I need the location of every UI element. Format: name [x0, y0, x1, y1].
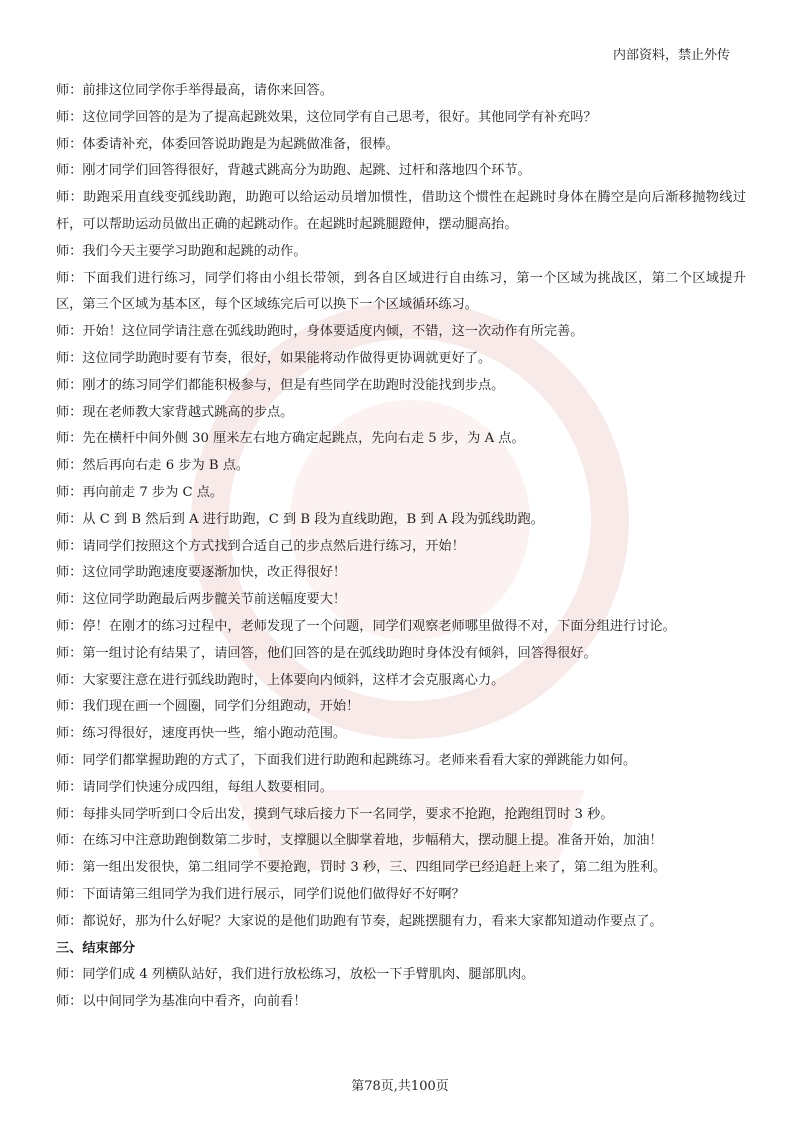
- text-line: 师：刚才同学们回答得很好，背越式跳高分为助跑、起跳、过杆和落地四个环节。: [56, 163, 531, 179]
- text-line: 师：开始！这位同学请注意在弧线助跑时，身体要适度内倾，不错，这一次动作有所完善。: [56, 324, 584, 340]
- text-line: 师：第一组出发很快，第二组同学不要抢跑，罚时 3 秒，三、四组同学已经追赶上来了，第二组为胜利。: [56, 860, 667, 876]
- text-line: 师：同学们都掌握助跑的方式了，下面我们进行助跑和起跳练习。老师来看看大家的弹跳能力如何。: [56, 752, 637, 768]
- text-line: 师：再向前走 7 步为 C 点。: [56, 484, 224, 500]
- text-line: 师：我们今天主要学习助跑和起跳的动作。: [56, 243, 307, 259]
- text-line: 师：现在老师教大家背越式跳高的步点。: [56, 404, 294, 420]
- text-line: 师：然后再向右走 6 步为 B 点。: [56, 458, 250, 474]
- text-line: 师：在练习中注意助跑倒数第二步时，支撑腿以全脚掌着地，步幅稍大，摆动腿上提。准备开始，加油！: [56, 833, 663, 849]
- text-line: 师：前排这位同学你手举得最高，请你来回答。: [56, 83, 333, 98]
- text-line: 师：从 C 到 B 然后到 A 进行助跑，C 到 B 段为直线助跑，B 到 A 段为弧线助跑。: [56, 511, 544, 527]
- text-line: 师：都说好，那为什么好呢？大家说的是他们助跑有节奏，起跳摆腿有力，看来大家都知道动作要点了。: [56, 913, 663, 929]
- text-line: 师：体委请补充，体委回答说助跑是为起跳做准备，很棒。: [56, 136, 399, 152]
- text-line: 师：先在横杆中间外侧 30 厘米左右地方确定起跳点，先向右走 5 步，为 A 点。: [56, 431, 525, 447]
- text-paragraph: 师：助跑采用直线变弧线助跑，助跑可以给运动员增加惯性，借助这个惯性在起跳时身体在腾空是向后渐移抛物线过杆，可以帮助运动员做出正确的起跳动作。在起跳时起跳腿蹬伸，摆动腿高抬。: [56, 190, 746, 232]
- section-heading: 三、结束部分: [56, 940, 136, 956]
- text-line: 师：以中间同学为基准向中看齐，向前看！: [56, 994, 307, 1010]
- text-line: 师：这位同学助跑最后两步髋关节前送幅度要大！: [56, 592, 347, 608]
- confidential-notice: 内部资料，禁止外传: [612, 48, 730, 63]
- text-line: 师：大家要注意在进行弧线助跑时，上体要向内倾斜，这样才会克服离心力。: [56, 672, 505, 688]
- text-line: 师：请同学们快速分成四组，每组人数要相同。: [56, 779, 333, 795]
- text-line: 师：这位同学助跑速度要逐渐加快，改正得很好！: [56, 565, 347, 581]
- document-body: [56, 78, 746, 1016]
- text-line: 师：同学们成 4 列横队站好，我们进行放松练习，放松一下手臂肌肉、腿部肌肉。: [56, 967, 535, 983]
- text-paragraph: 师：下面我们进行练习，同学们将由小组长带领，到各自区域进行自由练习，第一个区域为挑战区，第二个区域提升区，第三个区域为基本区，每个区域练完后可以换下一个区域循环练习。: [56, 270, 746, 313]
- text-line: 师：这位同学助跑时要有节奏，很好，如果能将动作做得更协调就更好了。: [56, 350, 492, 366]
- text-line: 师：这位同学回答的是为了提高起跳效果，这位同学有自己思考，很好。其他同学有补充吗？: [56, 109, 597, 125]
- text-line: 师：练习得很好，速度再快一些，缩小跑动范围。: [56, 726, 347, 742]
- text-line: 师：请同学们按照这个方式找到合适自己的步点然后进行练习，开始！: [56, 538, 465, 554]
- text-line: 师：我们现在画一个圆圈，同学们分组跑动，开始！: [56, 699, 360, 715]
- text-line: 师：第一组讨论有结果了，请回答，他们回答的是在弧线助跑时身体没有倾斜，回答得很好。: [56, 645, 597, 661]
- text-line: 师：每排头同学听到口令后出发，摸到气球后接力下一名同学，要求不抢跑，抢跑组罚时 3 秒。: [56, 806, 614, 822]
- page-number: 第78页,共100页: [351, 1079, 449, 1094]
- text-line: 师：下面请第三组同学为我们进行展示，同学们说他们做得好不好啊？: [56, 886, 465, 902]
- text-line: 师：停！在刚才的练习过程中，老师发现了一个问题，同学们观察老师哪里做得不对，下面分组进行讨论。: [56, 618, 676, 634]
- text-line: 师：刚才的练习同学们都能积极参与，但是有些同学在助跑时没能找到步点。: [56, 377, 505, 393]
